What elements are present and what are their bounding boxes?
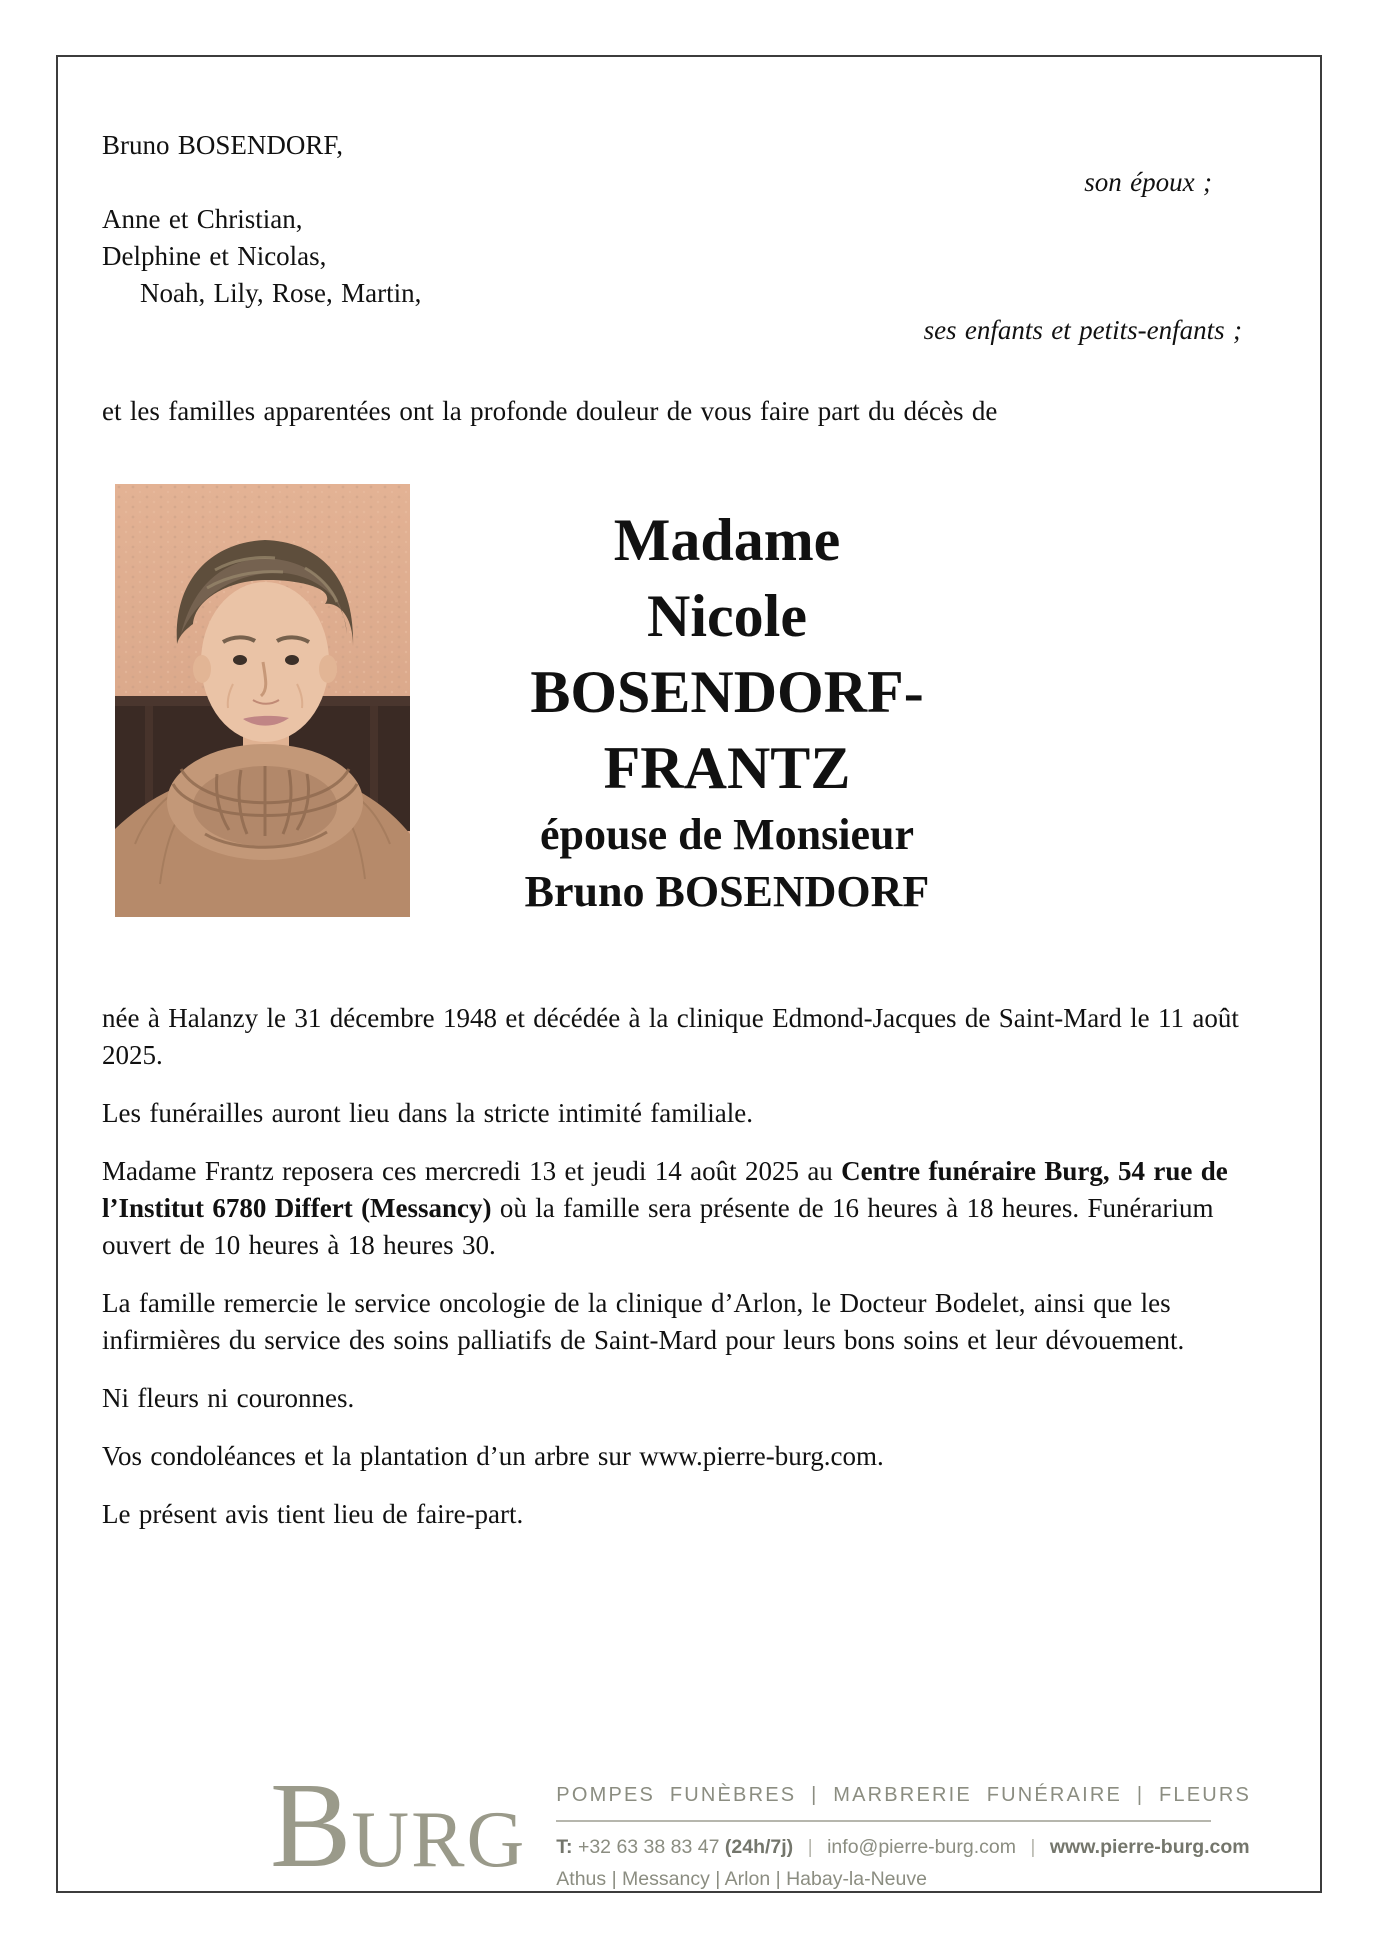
repose-text-post: où la famille sera présente de 16 heures à 18 heures. Funérarium ouvert de 10 heures à 18 heures 30. [102,1193,1214,1260]
phone-number: +32 63 38 83 47 [577,1836,720,1858]
funeral-home-footer [270,1758,1252,1909]
deceased-first-name: Nicole [647,583,807,649]
footer-cities-line: Athus | Messancy | Arlon | Habay-la-Neuve [556,1868,927,1890]
footer-divider-line [556,1820,1211,1822]
footer-contact-line [556,1836,1250,1859]
notice-content [58,57,1320,1891]
thanks-paragraph: La famille remercie le service oncologie de la clinique d’Arlon, le Docteur Bodelet, ainsi que les infirmières du service des soins palliatifs de Saint-Mard pour leurs bons soins et leur dévouement. [102,1288,1185,1355]
email-address: info@pierre-burg.com [827,1836,1016,1858]
final-notice-paragraph: Le présent avis tient lieu de faire-part. [102,1499,524,1529]
funeral-paragraph: Les funérailles auront lieu dans la stricte intimité familiale. [102,1098,753,1128]
condolences-paragraph: Vos condoléances et la plantation d’un arbre sur www.pierre-burg.com. [102,1441,884,1471]
phone-hours: (24h/7j) [724,1836,794,1858]
photo-and-name-row [102,480,1242,920]
repose-paragraph [102,1153,1242,1264]
burg-logo-rest: URG [351,1796,527,1884]
birth-death-paragraph: née à Halanzy le 31 décembre 1948 et décédée à la clinique Edmond-Jacques de Saint-Mard le 11 août 2025. [102,1003,1239,1070]
intro-sentence: et les familles apparentées ont la profonde douleur de vous faire part du décès de [102,396,998,426]
spouse-line-2: Bruno BOSENDORF [524,867,930,916]
children-role: ses enfants et petits-enfants ; [923,315,1242,345]
footer-info-column [556,1778,1252,1891]
deceased-name-block [410,480,1044,920]
website-url: www.pierre-burg.com [1049,1836,1250,1858]
deceased-title: Madame [613,507,841,573]
contact-separator: | [1030,1836,1036,1858]
footer-services-line: POMPES FUNÈBRES | MARBRERIE FUNÉRAIRE | FLEURS [556,1784,1252,1806]
spouse-line-1: épouse de Monsieur [540,810,914,859]
children-line-2: Delphine et Nicolas, [102,241,327,271]
page-border-frame [56,55,1322,1893]
notice-paragraphs [102,1000,1242,1533]
repose-text-pre: Madame Frantz reposera ces mercredi 13 et jeudi 14 août 2025 au [102,1156,842,1186]
portrait-photo [115,484,410,917]
children-line-1: Anne et Christian, [102,204,303,234]
burg-logo [270,1758,527,1909]
contact-separator: | [807,1836,813,1858]
portrait-photo-illustration [115,484,410,917]
flowers-paragraph: Ni fleurs ni couronnes. [102,1383,355,1413]
grandchildren-line: Noah, Lily, Rose, Martin, [140,278,422,308]
husband-name: Bruno BOSENDORF, [102,130,343,160]
deceased-last-name: BOSENDORF-FRANTZ [530,659,924,801]
husband-role: son époux ; [1084,167,1212,197]
repose-address-bold: Centre funéraire Burg, 54 rue de l’Institut 6780 Differt (Messancy) [102,1156,1228,1223]
phone-label: T: [556,1836,573,1858]
burg-logo-initial: B [270,1758,352,1893]
